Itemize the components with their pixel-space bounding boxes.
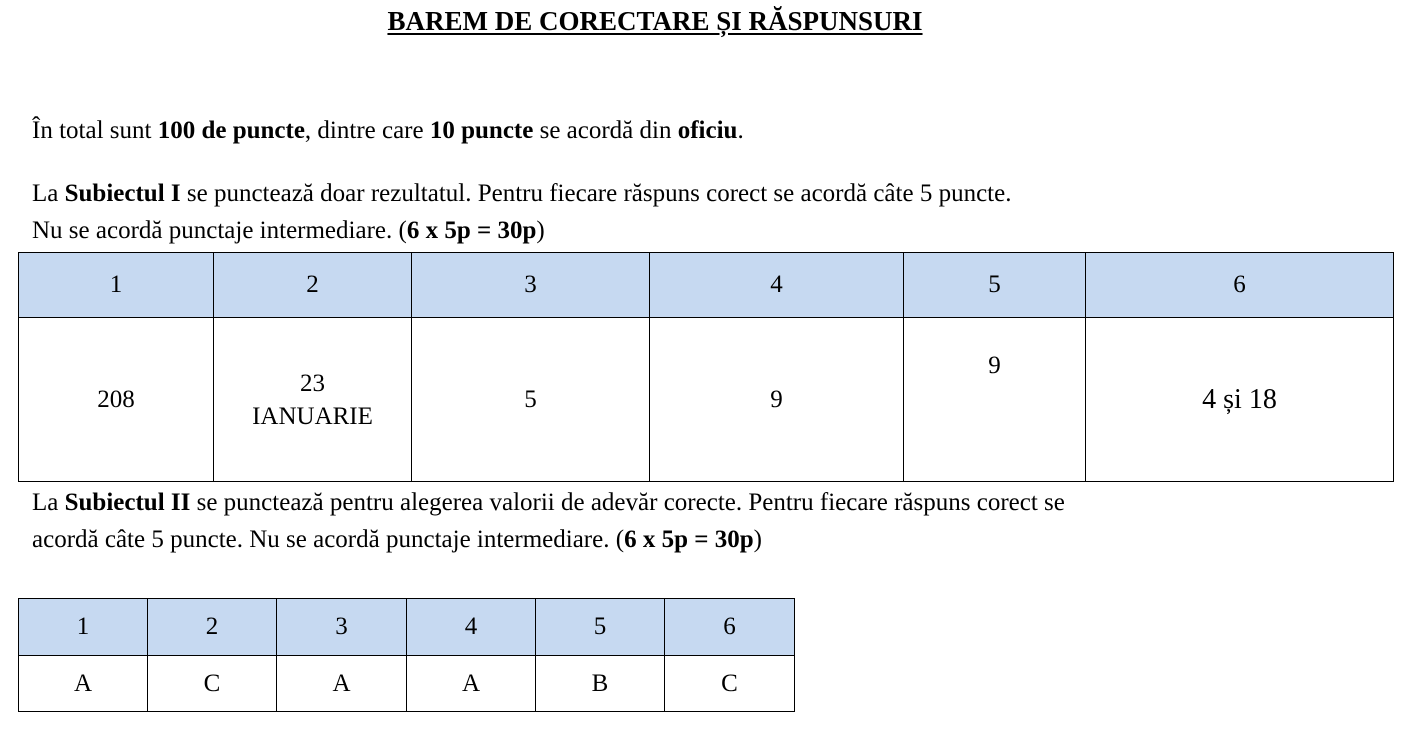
intro-total-points: 100 de puncte [157, 117, 305, 144]
header-cell: 1 [19, 253, 214, 318]
subject2-answer-table [18, 598, 795, 712]
answer-cell: A [277, 656, 407, 712]
answer-cell: A [19, 656, 148, 712]
intro-paragraph [32, 112, 744, 149]
table-header-row [19, 599, 795, 656]
answer-line: 23 [300, 369, 325, 397]
intro-office-word: oficiu [677, 117, 738, 144]
table-row [19, 318, 1394, 482]
subject1-text: Nu se acordă punctaje intermediare. ( [32, 217, 407, 244]
intro-office-points: 10 puncte [429, 117, 534, 144]
answer-line: IANUARIE [252, 402, 373, 430]
answer-cell: 9 [650, 318, 904, 482]
header-cell: 3 [412, 253, 650, 318]
table-row [19, 656, 795, 712]
subject1-label: Subiectul I [64, 180, 181, 207]
subject1-text: se punctează doar rezultatul. Pentru fiecare răspuns corect se acordă câte 5 puncte. [180, 180, 1012, 207]
subject1-paragraph [32, 175, 1011, 249]
subject2-text: acordă câte 5 puncte. Nu se acordă punctaje intermediare. ( [32, 526, 625, 553]
subject1-text: ) [536, 217, 545, 244]
subject2-paragraph [32, 484, 1065, 558]
header-cell: 5 [904, 253, 1086, 318]
header-cell: 2 [214, 253, 412, 318]
answer-cell: 4 și 18 [1086, 318, 1394, 482]
answer-cell: A [407, 656, 536, 712]
subject2-label: Subiectul II [64, 489, 191, 516]
intro-text: , dintre care [304, 117, 430, 144]
subject1-score-formula: 6 x 5p = 30p [406, 217, 537, 244]
header-cell: 5 [536, 599, 665, 656]
header-cell: 1 [19, 599, 148, 656]
subject2-text: se punctează pentru alegerea valorii de adevăr corecte. Pentru fiecare răspuns corect se [190, 489, 1065, 516]
header-cell: 2 [148, 599, 277, 656]
intro-text: se acordă din [533, 117, 678, 144]
header-cell: 4 [407, 599, 536, 656]
document-title: BAREM DE CORECTARE ȘI RĂSPUNSURI [387, 6, 923, 36]
intro-text: În total sunt [32, 117, 158, 144]
answer-cell: B [536, 656, 665, 712]
subject2-text: ) [753, 526, 762, 553]
header-cell: 6 [1086, 253, 1394, 318]
subject1-text: La [32, 180, 65, 207]
answer-cell: 5 [412, 318, 650, 482]
table-header-row [19, 253, 1394, 318]
header-cell: 4 [650, 253, 904, 318]
answer-cell [214, 318, 412, 482]
subject2-score-formula: 6 x 5p = 30p [624, 526, 754, 553]
answer-cell: 9 [904, 318, 1086, 482]
answer-cell: 208 [19, 318, 214, 482]
subject1-answer-table [18, 252, 1394, 482]
answer-cell: C [665, 656, 795, 712]
subject2-text: La [32, 489, 65, 516]
header-cell: 6 [665, 599, 795, 656]
intro-text: . [737, 117, 744, 144]
header-cell: 3 [277, 599, 407, 656]
answer-cell: C [148, 656, 277, 712]
